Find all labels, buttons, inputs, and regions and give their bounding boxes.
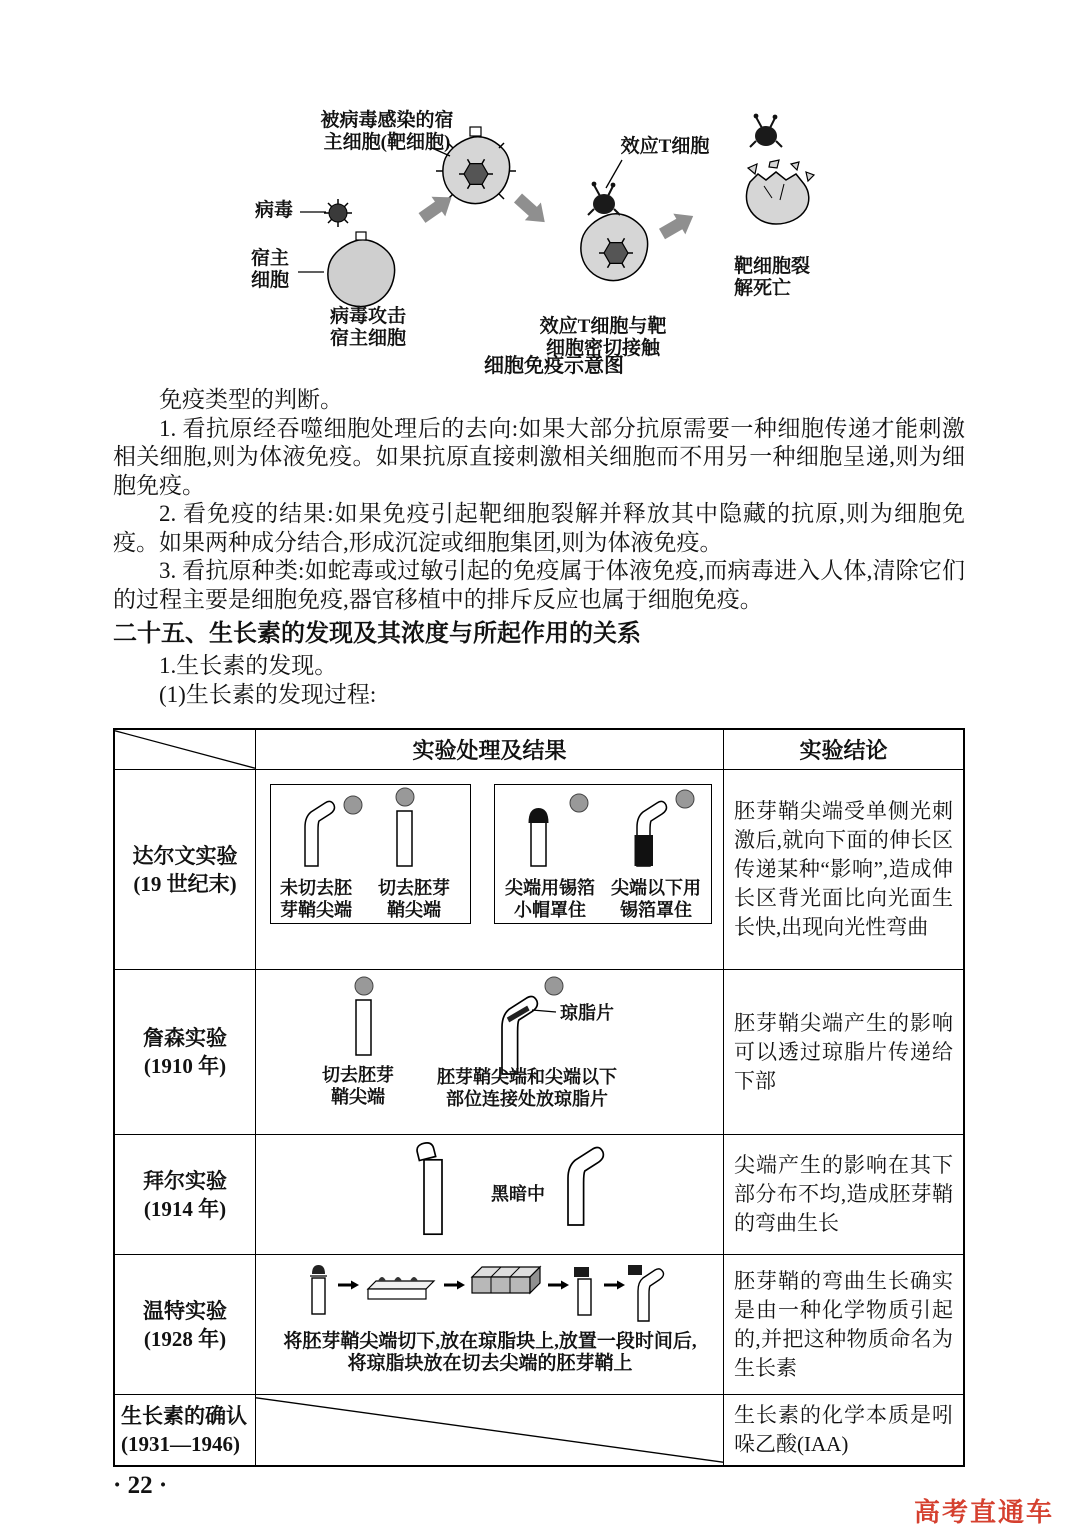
paal-conclusion-cell <box>723 1135 963 1254</box>
experiment-date: (19 世纪末) <box>133 871 237 896</box>
light-source-icon <box>344 796 362 814</box>
label-virus: 病毒 <box>254 200 293 221</box>
diagonal-line <box>115 730 255 769</box>
darwin-conclusion-cell <box>723 770 963 969</box>
tip-cut-seedling-figure <box>310 1265 327 1314</box>
leader-line <box>532 1010 556 1012</box>
arrow-icon <box>604 1281 625 1290</box>
arrow-icon <box>338 1281 359 1290</box>
jensen-caption: 胚芽鞘尖端和尖端以下部位连接处放琼脂片 <box>437 1067 617 1109</box>
bent-result-seedling-figure <box>628 1265 664 1321</box>
table-row-jensen <box>115 970 963 1135</box>
base-covered-seedling-figure <box>635 801 667 866</box>
label-intact-tip: 未切去胚芽鞘尖端 <box>280 878 352 920</box>
went-process-cell <box>255 1255 723 1394</box>
table-row-went <box>115 1255 963 1395</box>
table-row-paal <box>115 1135 963 1255</box>
jensen-figures <box>256 970 724 1135</box>
capped-seedling-figure <box>529 808 549 866</box>
experiment-name: 温特实验 <box>143 1298 227 1323</box>
watermark-logo: 高考直通车 <box>913 1497 1054 1527</box>
light-source-icon <box>396 788 414 806</box>
light-source-icon <box>355 977 373 995</box>
conclusion-text: 胚芽鞘的弯曲生长确实是由一种化学物质引起的,并把这种物质命名为生长素 <box>734 1268 953 1380</box>
section-heading: 二十五、生长素的发现及其浓度与所起作用的关系 <box>113 620 641 647</box>
arrow-icon <box>444 1281 465 1290</box>
paragraph-judgement: 免疫类型的判断。 <box>159 387 343 412</box>
light-source-icon <box>545 977 563 995</box>
confirm-name-cell <box>115 1395 255 1465</box>
paragraph-3: 3. 看抗原种类:如蛇毒或过敏引起的免疫属于体液免疫,而病毒进入人体,清除它们的过程主要是细胞免疫,器官移植中的排斥反应也属于细胞免疫。 <box>113 558 965 612</box>
label-foil-below: 尖端以下用锡箔罩住 <box>611 878 701 920</box>
conclusion-text: 生长素的化学本质是吲哚乙酸(IAA) <box>734 1403 953 1456</box>
experiment-date: (1910 年) <box>143 1054 227 1078</box>
cut-seedling-figure <box>356 1000 371 1055</box>
bent-seedling-figure <box>568 1147 603 1225</box>
header-corner-cell <box>115 730 255 769</box>
label-in-darkness: 黑暗中 <box>491 1184 545 1204</box>
experiment-name: 达尔文实验 <box>132 843 238 868</box>
intact-seedling-figure <box>305 801 335 866</box>
conclusion-text: 胚芽鞘尖端产生的影响可以透过琼脂片传递给下部 <box>734 1010 953 1093</box>
darwin-box-1 <box>270 784 471 924</box>
table-row-confirmation <box>115 1395 963 1465</box>
experiment-date: (1931—1946) <box>121 1432 240 1456</box>
experiment-name: 詹森实验 <box>143 1026 227 1050</box>
effector-t-cell-top-figure <box>750 114 782 147</box>
paragraph-2: 2. 看免疫的结果:如果免疫引起靶细胞裂解并释放其中隐藏的抗原,则为细胞免疫。如果两种成分结合,形成沉淀或细胞集团,则为体液免疫。 <box>113 501 965 555</box>
auxin-experiments-table <box>113 728 965 1467</box>
paal-process-cell <box>255 1135 723 1254</box>
label-host-cell: 宿主细胞 <box>250 248 289 291</box>
arrow-icon <box>510 189 553 231</box>
label-cut-tip: 切去胚芽鞘尖端 <box>378 878 450 920</box>
label-lysis: 靶细胞裂解死亡 <box>734 256 811 299</box>
subheading-2: (1)生长素的发现过程: <box>159 681 377 707</box>
light-source-icon <box>570 794 588 812</box>
offset-tip-seedling-figure <box>416 1141 442 1234</box>
confirm-empty-cell <box>255 1395 723 1465</box>
went-conclusion-cell <box>723 1255 963 1394</box>
experiment-name: 生长素的确认 <box>121 1404 247 1428</box>
jensen-conclusion-cell <box>723 970 963 1134</box>
label-infected-host-cell: 被病毒感染的宿主细胞(靶细胞) <box>320 110 454 153</box>
jensen-name-cell <box>115 970 255 1134</box>
effector-t-cell-figure <box>588 182 620 215</box>
experiment-date: (1914 年) <box>143 1196 227 1221</box>
diagonal-line <box>256 1395 723 1465</box>
cut-seedling-figure <box>397 811 412 866</box>
darwin-figures-1 <box>271 785 469 875</box>
label-foil-cap: 尖端用锡箔小帽罩住 <box>505 878 595 920</box>
darwin-figures-2 <box>495 785 710 875</box>
contact-complex-figure <box>581 214 648 281</box>
experiment-name: 拜尔实验 <box>143 1168 227 1193</box>
label-agar-slice: 琼脂片 <box>560 1003 614 1023</box>
label-cut-tip: 切去胚芽鞘尖端 <box>322 1065 394 1107</box>
arrow-icon <box>656 206 699 245</box>
label-contact: 效应T细胞与靶细胞密切接触 <box>539 316 667 359</box>
confirm-conclusion-cell <box>723 1395 963 1465</box>
conclusion-text: 尖端产生的影响在其下部分布不均,造成胚芽鞘的弯曲生长 <box>734 1153 953 1235</box>
experiment-date: (1928 年) <box>143 1326 227 1351</box>
label-virus-attack: 病毒攻击宿主细胞 <box>329 306 406 349</box>
jensen-process-cell <box>255 970 723 1134</box>
diagram-caption: 细胞免疫示意图 <box>484 355 624 377</box>
table-header-row <box>115 730 963 770</box>
paragraph-1: 1. 看抗原经吞噬细胞处理后的去向:如果大部分抗原需要一种细胞传递才能刺激相关细胞,则为体液免疫。如果抗原直接刺激相关细胞而不用另一种细胞呈递,则为细胞免疫。 <box>113 415 965 498</box>
darwin-name-cell <box>115 770 255 969</box>
conclusion-text: 胚芽鞘尖端受单侧光刺激后,就向下面的伸长区传递某种“影响”,造成伸长区背光面比向光面生长快,出现向光性弯曲 <box>734 799 953 939</box>
cell-immunity-diagram <box>226 96 886 396</box>
block-on-stump-figure <box>574 1267 591 1315</box>
darwin-box-2 <box>494 784 712 924</box>
bent-seedling-agar-figure <box>502 996 537 1074</box>
darwin-process-cell <box>255 770 723 969</box>
host-cell-figure <box>328 232 395 307</box>
header-conclusion: 实验结论 <box>723 730 963 769</box>
agar-block-figure <box>472 1267 540 1293</box>
header-process: 实验处理及结果 <box>255 730 723 769</box>
tips-on-agar-tray-figure <box>368 1277 434 1299</box>
virus-figure <box>324 199 352 227</box>
went-name-cell <box>115 1255 255 1394</box>
body-text <box>113 386 965 709</box>
light-source-icon <box>676 790 694 808</box>
arrow-icon <box>548 1281 569 1290</box>
page-number: · 22 · <box>113 1472 168 1499</box>
table-row-darwin <box>115 770 963 970</box>
lysed-cell-figure <box>746 160 814 224</box>
paal-name-cell <box>115 1135 255 1254</box>
label-effector-t-cell: 效应T细胞 <box>620 136 710 157</box>
went-caption: 将胚芽鞘尖端切下,放在琼脂块上,放置一段时间后,将琼脂块放在切去尖端的胚芽鞘上 <box>283 1331 697 1374</box>
subheading-1: 1.生长素的发现。 <box>159 653 338 678</box>
